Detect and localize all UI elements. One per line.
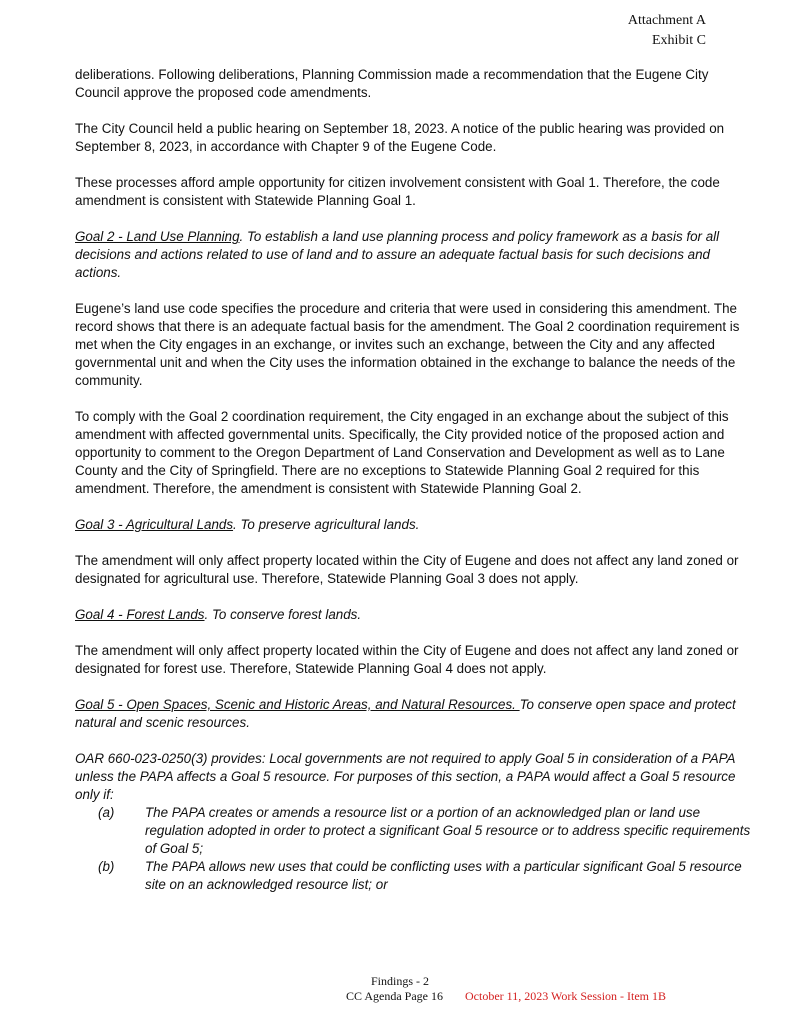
goal4-heading — [75, 606, 755, 624]
list-item — [75, 804, 755, 858]
oar-paragraph: OAR 660-023-0250(3) provides: Local governments are not required to apply Goal 5 in consideration of a PAPA unless the PAPA affects a Goal 5 resource. For purposes of this section, a PAPA would affect a Goal 5 resource only if: — [75, 751, 736, 802]
criteria-list — [75, 804, 755, 894]
attachment-header — [628, 11, 706, 51]
goal3-description: . To preserve agricultural lands. — [233, 517, 420, 532]
goal2-description: . To establish a land use planning process and policy framework as a basis for all decisions and actions related to use of land and to assure an adequate factual basis for such decisions and actions. — [75, 229, 720, 280]
goal4-title: Goal 4 - Forest Lands — [75, 607, 205, 622]
paragraph: deliberations. Following deliberations, Planning Commission made a recommendation that the Eugene City Council approve the proposed code amendments. — [75, 67, 709, 100]
goal2-heading — [75, 228, 755, 282]
list-item-label: (a) — [98, 805, 115, 820]
goal5-title: Goal 5 - Open Spaces, Scenic and Historic Areas, and Natural Resources. — [75, 697, 520, 712]
list-item-text: The PAPA allows new uses that could be conflicting uses with a particular significant Goal 5 resource site on an acknowledged resource list; or — [145, 859, 742, 892]
paragraph: To comply with the Goal 2 coordination requirement, the City engaged in an exchange about the subject of this amendment with affected governmental units. Specifically, the City provided notice of the proposed action and opportunity to comment to the Oregon Department of Land Conservation and Development as well as to Lane County and the City of Springfield. There are no exceptions to Statewide Planning Goal 2 required for this amendment. Therefore, the amendment is consistent with Statewide Planning Goal 2. — [75, 409, 729, 496]
footer-agenda-line — [346, 989, 666, 1004]
paragraph: Eugene’s land use code specifies the procedure and criteria that were used in considering this amendment. The record shows that there is an adequate factual basis for the amendment. The Goal 2 coordination requirement is met when the City engages in an exchange, or invites such an exchange, between the City and any affected governmental unit and when the City uses the information obtained in the exchange to balance the needs of the community. — [75, 301, 740, 388]
findings-page-number: Findings - 2 — [370, 974, 429, 988]
exhibit-label: Exhibit C — [651, 33, 706, 48]
goal2-title: Goal 2 - Land Use Planning — [75, 229, 240, 244]
agenda-page-label: CC Agenda Page 16 — [346, 989, 443, 1003]
document-body — [75, 66, 755, 894]
paragraph: These processes afford ample opportunity for citizen involvement consistent with Goal 1. Therefore, the code amendment is consistent with Statewide Planning Goal 1. — [75, 175, 720, 208]
goal4-description: . To conserve forest lands. — [204, 607, 362, 622]
goal3-title: Goal 3 - Agricultural Lands — [75, 517, 234, 532]
attachment-label: Attachment A — [627, 13, 706, 28]
list-item-label: (b) — [98, 859, 115, 874]
goal5-heading — [75, 696, 755, 732]
goal3-heading — [75, 516, 755, 534]
paragraph: The City Council held a public hearing on September 18, 2023. A notice of the public hearing was provided on September 8, 2023, in accordance with Chapter 9 of the Eugene Code. — [75, 121, 725, 154]
work-session-label: October 11, 2023 Work Session - Item 1B — [465, 989, 667, 1003]
goal5-description: To conserve open space and protect natural and scenic resources. — [75, 697, 736, 730]
list-item — [75, 858, 755, 894]
list-item-text: The PAPA creates or amends a resource list or a portion of an acknowledged plan or land use regulation adopted in order to protect a significant Goal 5 resource or to address specific requirements of Goal 5; — [145, 805, 751, 856]
paragraph: The amendment will only affect property located within the City of Eugene and does not affect any land zoned or designated for agricultural use. Therefore, Statewide Planning Goal 3 does not apply. — [75, 553, 739, 586]
paragraph: The amendment will only affect property located within the City of Eugene and does not affect any land zoned or designated for forest use. Therefore, Statewide Planning Goal 4 does not apply. — [75, 643, 739, 676]
